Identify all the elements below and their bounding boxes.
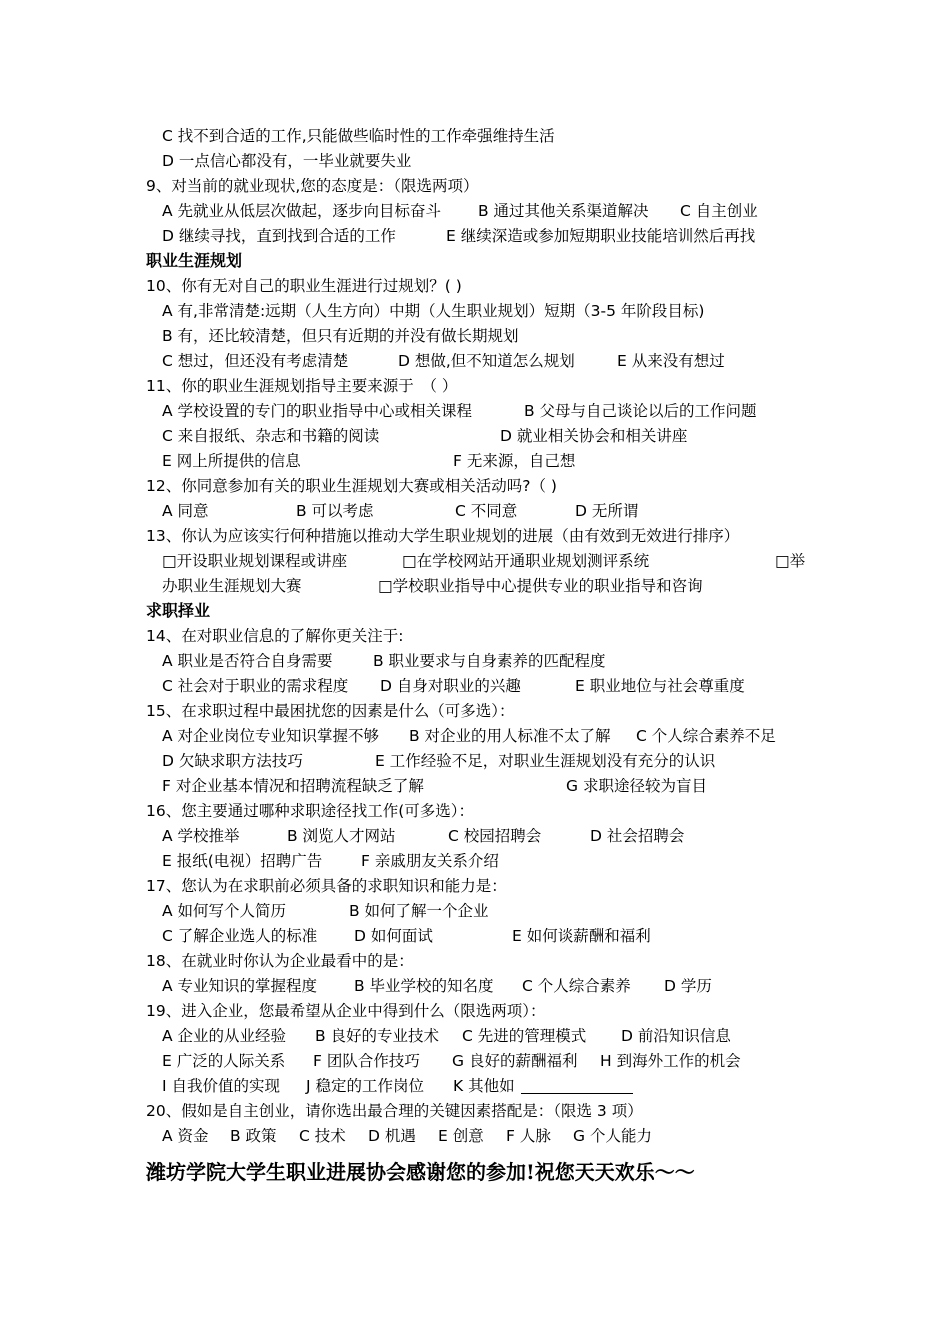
- line-text: 15、在求职过程中最困扰您的因素是什么（可多选）：: [146, 702, 515, 720]
- option-text: I 自我价值的实现: [162, 1077, 280, 1095]
- option-text: C 不同意: [455, 502, 518, 520]
- option-text: A 学校推举: [162, 827, 240, 845]
- option-text: E 网上所提供的信息: [162, 452, 301, 470]
- option-text: A 对企业岗位专业知识掌握不够: [162, 727, 380, 745]
- question-line: [146, 701, 514, 721]
- option-text: D 如何面试: [354, 927, 433, 945]
- question-line: [146, 876, 507, 896]
- option-text: E 报纸(电视）招聘广告: [162, 852, 323, 870]
- section-heading: [146, 251, 242, 271]
- closing-title: [146, 1159, 695, 1185]
- question-line: [146, 176, 479, 196]
- section-heading: [146, 601, 210, 621]
- line-text: 12、你同意参加有关的职业生涯规划大赛或相关活动吗?（ ): [146, 477, 557, 495]
- question-line: [146, 801, 474, 821]
- option-text: C 来自报纸、杂志和书籍的阅读: [162, 427, 380, 445]
- option-text: E 工作经验不足，对职业生涯规划没有充分的认识: [375, 752, 716, 770]
- option-text: A 资金: [162, 1127, 209, 1145]
- line-text: 13、你认为应该实行何种措施以推动大学生职业规划的进展（由有效到无效进行排序）: [146, 527, 740, 545]
- option-text: C 想过，但还没有考虑清楚: [162, 352, 349, 370]
- option-text: D 想做,但不知道怎么规划: [398, 352, 575, 370]
- option-text: B 可以考虑: [296, 502, 374, 520]
- option-line: [162, 301, 704, 321]
- option-text: A 同意: [162, 502, 209, 520]
- option-text: C 先进的管理模式: [462, 1027, 587, 1045]
- option-text: □学校职业指导中心提供专业的职业指导和咨询: [378, 577, 703, 595]
- option-text: B 良好的专业技术: [315, 1027, 440, 1045]
- option-text: A 企业的从业经验: [162, 1027, 287, 1045]
- option-text: □举: [775, 552, 806, 570]
- line-text: 14、在对职业信息的了解你更关注于:: [146, 627, 404, 645]
- line-text: 19、进入企业，您最希望从企业中得到什么（限选两项）：: [146, 1002, 546, 1020]
- option-text: D 无所谓: [575, 502, 639, 520]
- question-line: [146, 1101, 643, 1121]
- option-text: D 一点信心都没有，一毕业就要失业: [162, 152, 412, 170]
- question-line: [146, 951, 414, 971]
- option-text: B 如何了解一个企业: [349, 902, 489, 920]
- option-text: A 有,非常清楚:远期（人生方向）中期（人生职业规划）短期（3-5 年阶段目标): [162, 302, 705, 320]
- option-text: H 到海外工作的机会: [600, 1052, 741, 1070]
- option-text: K 其他如: [453, 1077, 515, 1095]
- question-line: [146, 476, 557, 496]
- option-text: E 职业地位与社会尊重度: [575, 677, 745, 695]
- option-text: D 学历: [664, 977, 712, 995]
- option-text: F 无来源，自己想: [453, 452, 576, 470]
- option-text: A 职业是否符合自身需要: [162, 652, 333, 670]
- question-line: [146, 1001, 545, 1021]
- option-text: F 团队合作技巧: [313, 1052, 420, 1070]
- option-text: E 从来没有想过: [617, 352, 725, 370]
- option-text: G 个人能力: [573, 1127, 652, 1145]
- line-text: 17、您认为在求职前必须具备的求职知识和能力是：: [146, 877, 507, 895]
- question-line: [146, 276, 462, 296]
- option-text: E 创意: [438, 1127, 484, 1145]
- option-text: C 个人综合素养: [522, 977, 631, 995]
- option-text: E 广泛的人际关系: [162, 1052, 286, 1070]
- option-text: D 就业相关协会和相关讲座: [500, 427, 688, 445]
- option-text: B 职业要求与自身素养的匹配程度: [373, 652, 606, 670]
- option-text: D 前沿知识信息: [621, 1027, 731, 1045]
- question-line: [146, 626, 403, 646]
- option-text: C 自主创业: [680, 202, 758, 220]
- option-text: C 校园招聘会: [448, 827, 542, 845]
- option-text: B 浏览人才网站: [287, 827, 396, 845]
- line-text: 求职择业: [146, 601, 211, 620]
- line-text: 11、你的职业生涯规划指导主要来源于 （ ）: [146, 377, 458, 395]
- option-line: [162, 151, 411, 171]
- line-text: 职业生涯规划: [146, 251, 243, 270]
- line-text: 18、在就业时你认为企业最看中的是：: [146, 952, 414, 970]
- option-text: E 继续深造或参加短期职业技能培训然后再找: [446, 227, 756, 245]
- option-text: E 如何谈薪酬和福利: [512, 927, 651, 945]
- option-text: 办职业生涯规划大赛: [162, 577, 302, 595]
- option-text: □开设职业规划课程或讲座: [162, 552, 348, 570]
- question-line: [146, 526, 739, 546]
- option-text: A 学校设置的专门的职业指导中心或相关课程: [162, 402, 473, 420]
- line-text: 9、对当前的就业现状,您的态度是：（限选两项）: [146, 177, 479, 195]
- option-text: G 良好的薪酬福利: [452, 1052, 578, 1070]
- option-text: A 专业知识的掌握程度: [162, 977, 318, 995]
- option-text: J 稳定的工作岗位: [306, 1077, 424, 1095]
- option-text: B 有，还比较清楚，但只有近期的并没有做长期规划: [162, 327, 519, 345]
- option-text: C 技术: [299, 1127, 346, 1145]
- option-line: [162, 326, 519, 346]
- line-text: 16、您主要通过哪种求职途径找工作(可多选）：: [146, 802, 475, 820]
- line-text: 20、假如是自主创业，请你选出最合理的关键因素搭配是：（限选 3 项）: [146, 1102, 643, 1120]
- option-text: C 找不到合适的工作,只能做些临时性的工作牵强维持生活: [162, 127, 555, 145]
- option-text: D 机遇: [368, 1127, 416, 1145]
- option-text: F 对企业基本情况和招聘流程缺乏了解: [162, 777, 424, 795]
- option-text: B 对企业的用人标准不太了解: [409, 727, 611, 745]
- option-text: C 个人综合素养不足: [636, 727, 776, 745]
- option-text: C 了解企业选人的标准: [162, 927, 318, 945]
- option-text: A 先就业从低层次做起，逐步向目标奋斗: [162, 202, 442, 220]
- question-line: [146, 376, 457, 396]
- option-text: D 继续寻找，直到找到合适的工作: [162, 227, 396, 245]
- option-text: B 毕业学校的知名度: [354, 977, 494, 995]
- line-text: 10、你有无对自己的职业生涯进行过规划？( ): [146, 277, 462, 295]
- option-text: C 社会对于职业的需求程度: [162, 677, 349, 695]
- option-text: D 自身对职业的兴趣: [380, 677, 521, 695]
- option-text: B 父母与自己谈论以后的工作问题: [524, 402, 757, 420]
- option-text: G 求职途径较为盲目: [566, 777, 707, 795]
- option-text: D 欠缺求职方法技巧: [162, 752, 303, 770]
- option-text: F 亲戚朋友关系介绍: [361, 852, 499, 870]
- option-text: F 人脉: [506, 1127, 551, 1145]
- line-text: 潍坊学院大学生职业进展协会感谢您的参加!祝您天天欢乐～～: [146, 1160, 695, 1184]
- option-text: A 如何写个人简历: [162, 902, 287, 920]
- answer-blank-line[interactable]: [521, 1078, 633, 1094]
- option-text: B 政策: [230, 1127, 277, 1145]
- option-text: □在学校网站开通职业规划测评系统: [402, 552, 650, 570]
- option-text: D 社会招聘会: [590, 827, 685, 845]
- option-line: [162, 126, 555, 146]
- option-text: B 通过其他关系渠道解决: [478, 202, 649, 220]
